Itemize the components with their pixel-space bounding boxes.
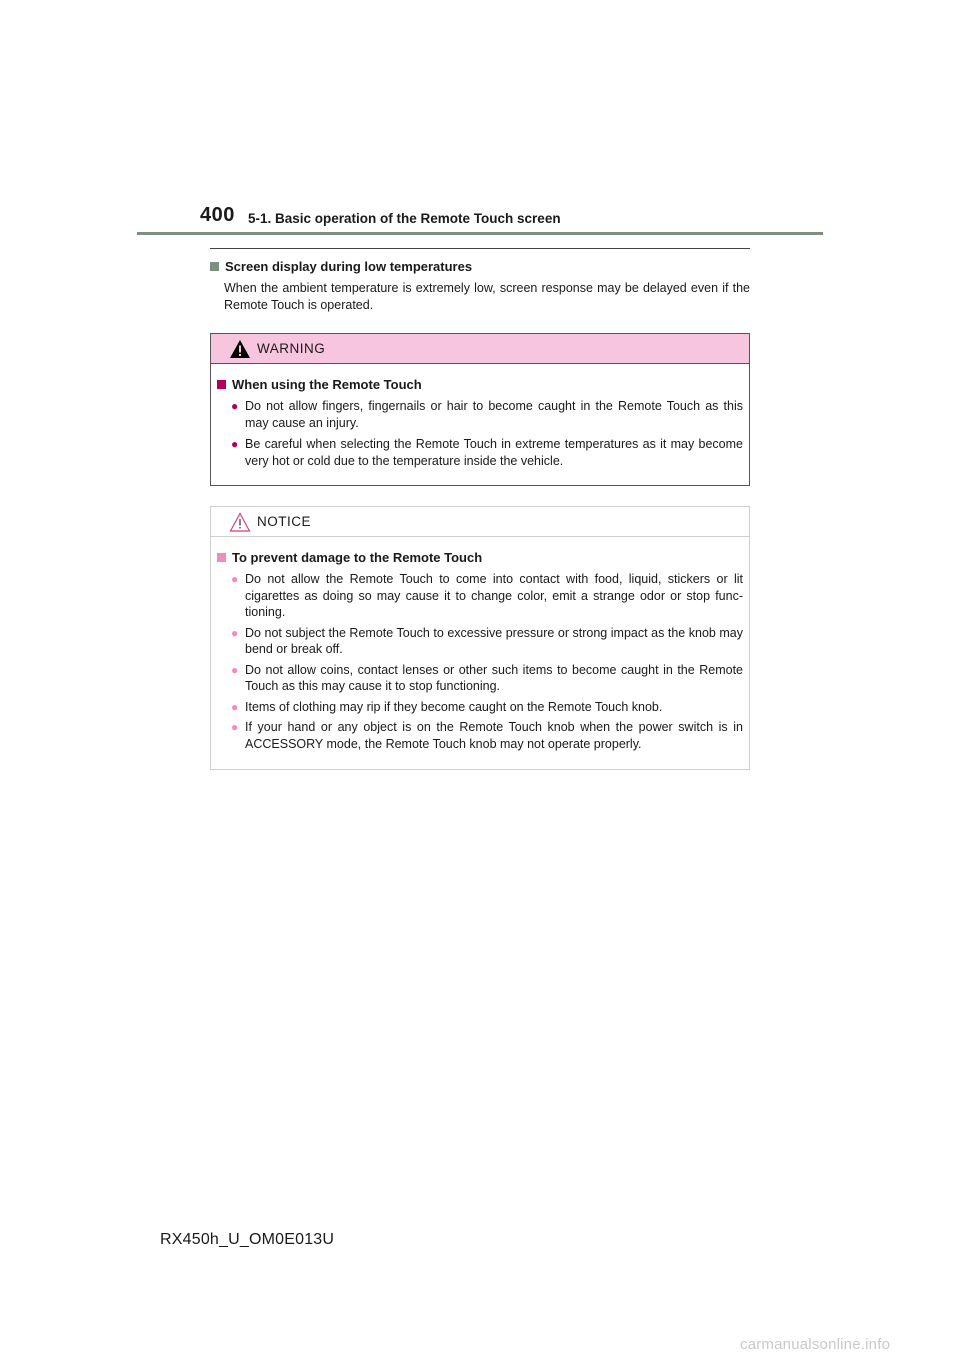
notice-box — [210, 506, 750, 770]
round-bullet-icon: ● — [231, 572, 239, 586]
topic-body: When the ambient temperature is extremely low, screen response may be delayed even if the Remote Touch is operated. — [224, 281, 750, 312]
caution-triangle-icon — [229, 512, 251, 532]
warning-body — [211, 364, 749, 469]
list-item — [231, 571, 743, 621]
page-number: 400 — [200, 204, 235, 226]
list-item-text: Be careful when selecting the Remote Touch in extreme temperatures as it may become very hot or cold due to the temperature inside the vehicle. — [245, 437, 743, 468]
round-bullet-icon: ● — [231, 662, 239, 677]
page-header — [0, 0, 960, 240]
warning-triangle-icon — [229, 339, 251, 359]
topic-section — [210, 259, 750, 314]
square-bullet-icon — [217, 380, 226, 389]
list-item — [231, 625, 743, 658]
list-item — [231, 398, 743, 431]
warning-label: WARNING — [257, 341, 326, 356]
list-item-text: If your hand or any object is on the Remote Touch knob when the power switch is in ACCESSORY mode, the Remote Touch knob may not operate properly. — [245, 720, 743, 751]
model-code: RX450h_U_OM0E013U — [160, 1231, 335, 1248]
list-item-text: Do not allow the Remote Touch to come into contact with food, liquid, stickers or lit cigarettes as doing so may cause it to change color, emit a strange odor or stop func-tioning. — [245, 572, 743, 619]
warning-subheading-text: When using the Remote Touch — [232, 377, 422, 392]
topic-heading-text: Screen display during low temperatures — [225, 259, 473, 274]
list-item-text: Do not subject the Remote Touch to excessive pressure or strong impact as the knob may bend or break off. — [245, 625, 743, 656]
list-item-text: Do not allow fingers, fingernails or hair to become caught in the Remote Touch as this may cause an injury. — [245, 399, 743, 430]
list-item-text: Items of clothing may rip if they become caught on the Remote Touch knob. — [245, 699, 663, 714]
notice-subheading — [217, 550, 743, 565]
topic-divider — [210, 248, 750, 249]
round-bullet-icon: ● — [231, 720, 239, 734]
square-bullet-icon — [217, 553, 226, 562]
notice-label: NOTICE — [257, 514, 312, 529]
square-bullet-icon — [210, 262, 219, 271]
list-item — [231, 699, 743, 716]
list-item — [231, 719, 743, 752]
round-bullet-icon: ● — [231, 399, 239, 413]
list-item — [231, 662, 743, 695]
topic-heading — [210, 259, 750, 274]
warning-subheading — [217, 377, 743, 392]
notice-body — [211, 537, 749, 752]
list-item — [231, 436, 743, 469]
round-bullet-icon: ● — [231, 437, 239, 451]
header-divider — [137, 232, 823, 235]
round-bullet-icon: ● — [231, 625, 239, 640]
section-title: 5-1. Basic operation of the Remote Touch screen — [248, 211, 561, 226]
list-item-text: Do not allow coins, contact lenses or other such items to become caught in the Remote Touch as this may cause it to stop functioning. — [245, 662, 743, 693]
warning-box — [210, 333, 750, 486]
warning-header — [211, 334, 749, 364]
round-bullet-icon: ● — [231, 699, 239, 714]
notice-header — [211, 507, 749, 537]
watermark: carmanualsonline.info — [740, 1336, 891, 1353]
notice-subheading-text: To prevent damage to the Remote Touch — [232, 550, 483, 565]
